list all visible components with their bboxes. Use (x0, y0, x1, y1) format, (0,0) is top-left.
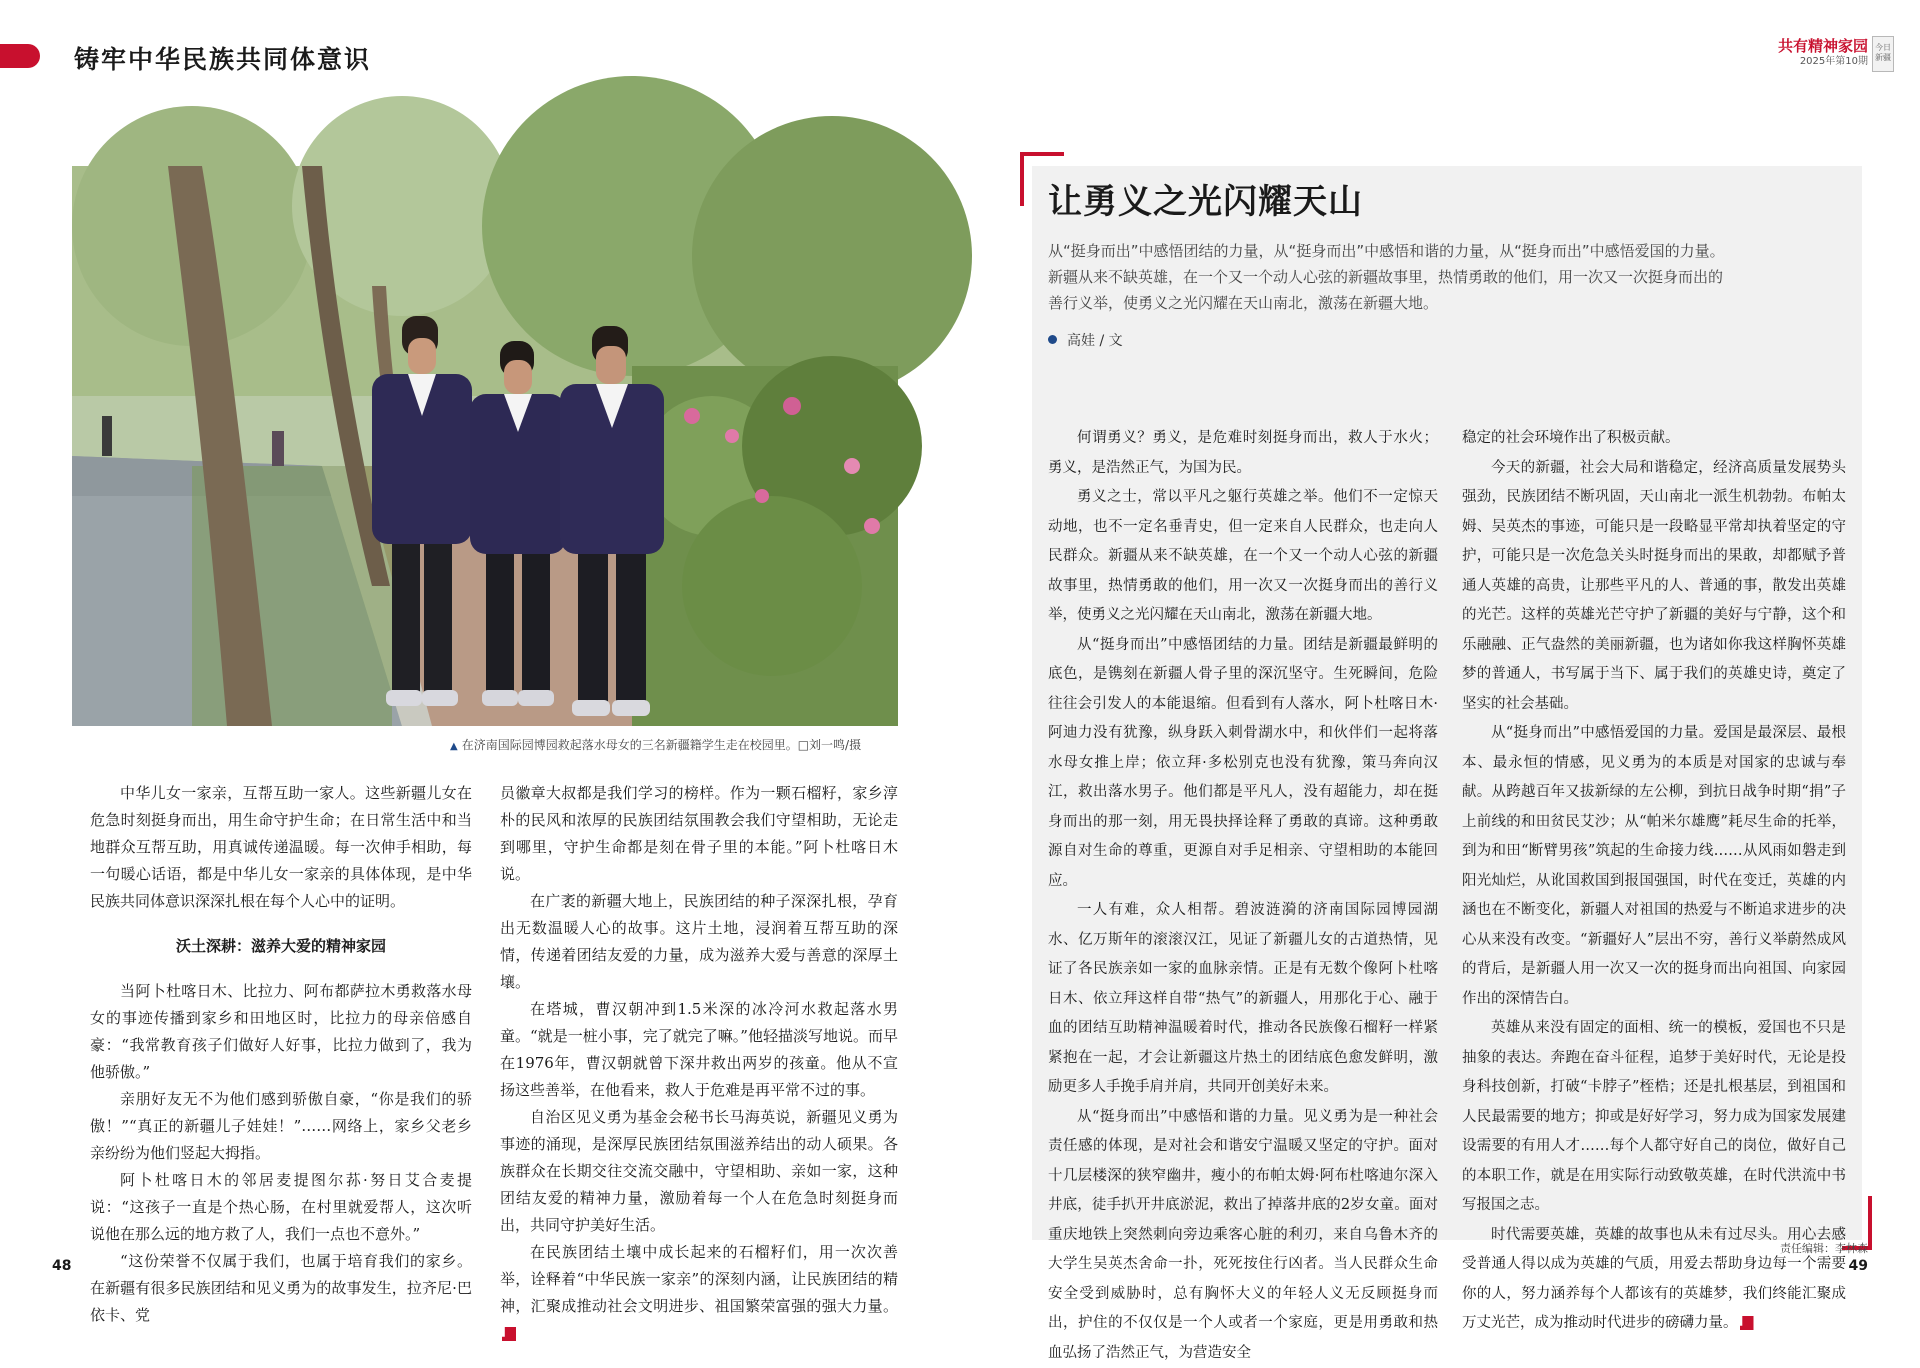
byline (1048, 330, 1123, 350)
page-number-right: 49 (1849, 1258, 1868, 1274)
author: 高娃 / 文 (1067, 333, 1123, 349)
paragraph: 勇义之士，常以平凡之躯行英雄之举。他们不一定惊天动地，也不一定名垂青史，但一定来自人民群众，也走向人民群众。新疆从来不缺英雄，在一个又一个动人心弦的新疆故事里，热情勇敢的他们，用一次又一次挺身而出的善行义举，使勇义之光闪耀在天山南北，激荡在新疆大地。 (1048, 483, 1438, 631)
paragraph: 在广袤的新疆大地上，民族团结的种子深深扎根，孕育出无数温暖人心的故事。这片土地，浸润着互帮互助的深情，传递着团结友爱的力量，成为滋养大爱与善意的深厚土壤。 (500, 888, 898, 996)
feature-photo (72, 166, 898, 726)
page-number-left: 48 (52, 1258, 71, 1274)
paragraph: “这份荣誉不仅属于我们，也属于培育我们的家乡。在新疆有很多民族团结和见义勇为的故事发生，拉齐尼·巴依卡、党 (90, 1248, 472, 1329)
paragraph: 在塔城，曹汉朝冲到1.5米深的冰冷河水救起落水男童。“就是一桩小事，完了就完了嘛。”他轻描淡写地说。而早在1976年，曹汉朝就曾下深井救出两岁的孩童。他从不宣扬这些善举，在他看来，救人于危难是再平常不过的事。 (500, 996, 898, 1104)
paragraph: 当阿卜杜喀日木、比拉力、阿布都萨拉木勇救落水母女的事迹传播到家乡和田地区时，比拉力的母亲倍感自豪：“我常教育孩子们做好人好事，比拉力做到了，我为他骄傲。” (90, 978, 472, 1086)
magazine-logo (1872, 36, 1894, 72)
article-lead: 从“挺身而出”中感悟团结的力量，从“挺身而出”中感悟和谐的力量，从“挺身而出”中感悟爱国的力量。新疆从来不缺英雄，在一个又一个动人心弦的新疆故事里，热情勇敢的他们，用一次又一次挺身而出的善行义举，使勇义之光闪耀在天山南北，激荡在新疆大地。 (1048, 238, 1730, 316)
paragraph: 中华儿女一家亲，互帮互助一家人。这些新疆儿女在危急时刻挺身而出，用生命守护生命；在日常生活中和当地群众互帮互助，用真诚传递温暖。每一次伸手相助，每一句暖心话语，都是中华儿女一家亲的具体体现，是中华民族共同体意识深深扎根在每个人心中的证明。 (90, 780, 472, 915)
editor-credit: 责任编辑：李林森 (1780, 1240, 1868, 1256)
paragraph: 从“挺身而出”中感悟爱国的力量。爱国是最深层、最根本、最永恒的情感，见义勇为的本质是对国家的忠诚与奉献。从跨越百年又拔新绿的左公柳，到抗日战争时期“捐”子上前线的和田贫民艾沙；从“帕米尔雄鹰”耗尽生命的托举，到为和田“断臂男孩”筑起的生命接力线……从风雨如磐走到阳光灿烂，从讹国救国到报国强国，时代在变迁，英雄的内涵也在不断变化，新疆人对祖国的热爱与不断追求进步的决心从来没有改变。“新疆好人”层出不穷，善行义举蔚然成风的背后，是新疆人用一次又一次的挺身而出向祖国、向家园作出的深情告白。 (1462, 719, 1846, 1014)
paragraph: 一人有难，众人相帮。碧波涟漪的济南国际园博园湖水、亿万斯年的滚滚汉江，见证了新疆儿女的古道热情，见证了各民族亲如一家的血脉亲情。正是有无数个像阿卜杜喀日木、依立拜这样自带“热气”的新疆人，用那化于心、融于血的团结互助精神温暖着时代，推动各民族像石榴籽一样紧紧抱在一起，才会让新疆这片热土的团结底色愈发鲜明，激励更多人手挽手肩并肩，共同开创美好未来。 (1048, 896, 1438, 1103)
photo-caption (450, 736, 900, 753)
photo-credit: □刘一鸣/摄 (798, 738, 861, 752)
magazine-header (1778, 38, 1868, 68)
paragraph-text: 时代需要英雄，英雄的故事也从未有过尽头。用心去感受普通人得以成为英雄的气质，用爱去帮助身边每一个需要你的人，努力涵养每个人都该有的英雄梦，我们终能汇聚成万丈光芒，成为推动时代进步的磅礴力量。 (1462, 1227, 1846, 1332)
paragraph: 英雄从来没有固定的面相、统一的模板，爱国也不只是抽象的表达。奔跑在奋斗征程，追梦于美好时代，无论是投身科技创新，打破“卡脖子”桎梏；还是扎根基层，到祖国和人民最需要的地方；抑或是好好学习，努力成为国家发展建设需要的有用人才……每个人都守好自己的岗位，做好自己的本职工作，就是在用实际行动致敬英雄，在时代洪流中书写报国之志。 (1462, 1014, 1846, 1221)
left-column-1 (90, 780, 472, 1329)
caption-triangle-icon: ▲ (450, 741, 458, 752)
paragraph: 从“挺身而出”中感悟团结的力量。团结是新疆最鲜明的底色，是镌刻在新疆人骨子里的深沉坚守。生死瞬间，危险往往会引发人的本能退缩。但看到有人落水，阿卜杜喀日木·阿迪力没有犹豫，纵身跃入刺骨湖水中，和伙伴们一起将落水母女推上岸；依立拜·多松别克也没有犹豫，策马奔向汉江，救出落水男子。他们都是平凡人，没有超能力，却在挺身而出的那一刻，用无畏抉择诠释了勇敢的真谛。这种勇敢源自对生命的尊重，更源自对手足相亲、守望相助的本能回应。 (1048, 631, 1438, 897)
article-title: 让勇义之光闪耀天山 (1048, 174, 1363, 223)
issue-label: 2025年第10期 (1778, 55, 1868, 68)
paragraph: 何谓勇义？勇义，是危难时刻挺身而出，救人于水火；勇义，是浩然正气，为国为民。 (1048, 424, 1438, 483)
end-mark-icon (502, 1327, 516, 1341)
paragraph (500, 1239, 898, 1347)
left-column-2 (500, 780, 898, 1347)
bullet-dot-icon (1048, 335, 1057, 344)
logo-text-line: 新疆 (1873, 53, 1893, 63)
article-column-2 (1462, 424, 1846, 1339)
logo-text-line: 今日 (1873, 43, 1893, 53)
paragraph: 从“挺身而出”中感悟和谐的力量。见义勇为是一种社会责任感的体现，是对社会和谐安宁温暖又坚定的守护。面对十几层楼深的狭窄幽井，瘦小的布帕太姆·阿布杜喀迪尔深入井底，徒手扒开井底淤泥，救出了掉落井底的2岁女童。面对重庆地铁上突然刺向旁边乘客心脏的利刃，来自乌鲁木齐的大学生吴英杰舍命一扑，死死按住行凶者。当人民群众生命安全受到威胁时，总有胸怀大义的年轻人义无反顾挺身而出，护住的不仅仅是一个人或者一个家庭，更是用勇敢和热血弘扬了浩然正气，为营造安全 (1048, 1103, 1438, 1368)
paragraph-text: 在民族团结土壤中成长起来的石榴籽们，用一次次善举，诠释着“中华民族一家亲”的深刻内涵，让民族团结的精神，汇聚成推动社会文明进步、祖国繁荣富强的强大力量。 (500, 1243, 898, 1315)
paragraph: 今天的新疆，社会大局和谐稳定，经济高质量发展势头强劲，民族团结不断巩固，天山南北一派生机勃勃。布帕太姆、吴英杰的事迹，可能只是一段略显平常却执着坚定的守护，可能只是一次危急关头时挺身而出的果敢，却都赋予普通人英雄的高贵，让那些平凡的人、普通的事，散发出英雄的光芒。这样的英雄光芒守护了新疆的美好与宁静，这个和乐融融、正气盎然的美丽新疆，也为诸如你我这样胸怀英雄梦的普通人，书写属于当下、属于我们的英雄史诗，奠定了坚实的社会基础。 (1462, 454, 1846, 720)
paragraph: 员徽章大叔都是我们学习的榜样。作为一颗石榴籽，家乡淳朴的民风和浓厚的民族团结氛围教会我们守望相助，无论走到哪里，守护生命都是刻在骨子里的本能。”阿卜杜喀日木说。 (500, 780, 898, 888)
caption-text: 在济南国际园博园救起落水母女的三名新疆籍学生走在校园里。 (462, 738, 798, 752)
paragraph (1462, 1221, 1846, 1339)
paragraph: 阿卜杜喀日木的邻居麦提图尔荪·努日艾合麦提说：“这孩子一直是个热心肠，在村里就爱帮人，这次听说他在那么远的地方救了人，我们一点也不意外。” (90, 1167, 472, 1248)
end-mark-icon (1740, 1316, 1754, 1330)
section-title: 铸牢中华民族共同体意识 (74, 40, 371, 76)
section-tab-marker (0, 44, 40, 68)
paragraph: 自治区见义勇为基金会秘书长马海英说，新疆见义勇为事迹的涌现，是深厚民族团结氛围滋养结出的动人硕果。各族群众在长期交往交流交融中，守望相助、亲如一家，这种团结友爱的精神力量，激励着每一个人在危急时刻挺身而出，共同守护美好生活。 (500, 1104, 898, 1239)
paragraph: 稳定的社会环境作出了积极贡献。 (1462, 424, 1846, 454)
magazine-name: 共有精神家园 (1778, 38, 1868, 55)
subheading: 沃土深耕：滋养大爱的精神家园 (90, 933, 472, 960)
paragraph: 亲朋好友无不为他们感到骄傲自豪，“你是我们的骄傲！”“真正的新疆儿子娃娃！”……网络上，家乡父老乡亲纷纷为他们竖起大拇指。 (90, 1086, 472, 1167)
article-column-1 (1048, 424, 1438, 1368)
